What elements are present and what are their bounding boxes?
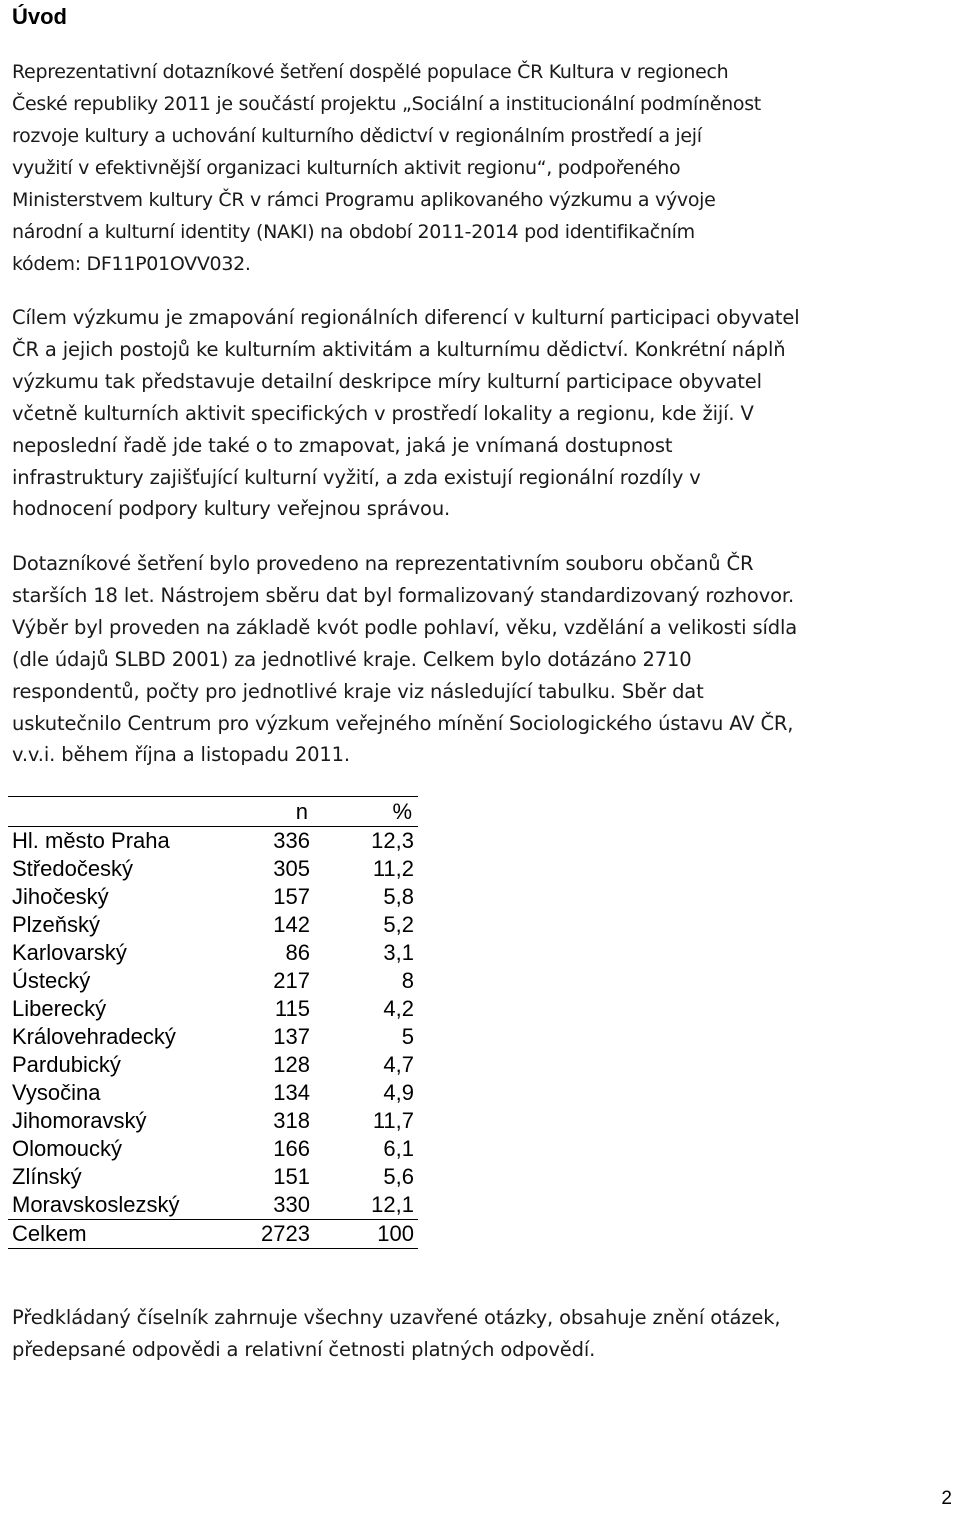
count-cell: 330 (273, 1192, 310, 1217)
percent-cell: 5,2 (383, 912, 414, 937)
region-name-cell: Jihočeský (12, 884, 109, 909)
region-name-cell: Karlovarský (12, 940, 127, 965)
percent-cell: 4,2 (383, 996, 414, 1021)
region-name-cell: Pardubický (12, 1052, 121, 1077)
percent-cell: 6,1 (383, 1136, 414, 1161)
header-n: n (236, 797, 314, 827)
percent-cell: 5,8 (383, 884, 414, 909)
table-row (8, 967, 418, 995)
respondents-by-region-table (8, 796, 418, 1249)
count-cell: 305 (273, 856, 310, 881)
table-row (8, 855, 418, 883)
percent-cell: 11,7 (372, 1108, 414, 1133)
total-percent: 100 (314, 1220, 418, 1249)
region-name-cell: Plzeňský (12, 912, 101, 937)
table-row (8, 1191, 418, 1220)
count-cell: 318 (273, 1108, 310, 1133)
table-row (8, 1079, 418, 1107)
count-cell: 115 (274, 996, 310, 1021)
goal-paragraph: Cílem výzkumu je zmapování regionálních diferencí v kulturní participaci obyvatel ČR a jejich postojů ke kulturním aktivitám a kulturnímu dědictví. Konkrétní náplň výzkumu tak představuje detailní deskripce míry kulturní participace obyvatel včetně kulturních aktivit specifických v prostředí lokality a regionu, kde žijí. V neposlední řadě jde také o to zmapovat, jaká je vnímaná dostupnost infrastruktury zajišťující kulturní vyžití, a zda existují regionální rozdíly v hodnocení podpory kultury veřejnou správou. (12, 306, 800, 521)
document-page (12, 0, 956, 1514)
intro-paragraph: Reprezentativní dotazníkové šetření dospělé populace ČR Kultura v regionech České republiky 2011 je součástí projektu „Sociální a institucionální podmíněnost rozvoje kultury a uchování kulturního dědictví v regionálním prostředí a její využití v efektivnější organizaci kulturních aktivit regionu“, podpořeného Ministerstvem kultury ČR v rámci Programu aplikovaného výzkumu a vývoje národní a kulturní identity (NAKI) na období 2011-2014 pod identifikačním kódem: DF11P01OVV032. (12, 61, 761, 275)
region-name-cell: Vysočina (12, 1080, 101, 1105)
table-header-row (8, 797, 418, 827)
percent-cell: 12,1 (371, 1192, 414, 1217)
method-paragraph: Dotazníkové šetření bylo provedeno na reprezentativním souboru občanů ČR starších 18 let. Nástrojem sběru dat byl formalizovaný standardizovaný rozhovor. Výběr byl proveden na základě kvót podle pohlaví, věku, vzdělání a velikosti sídla (dle údajů SLBD 2001) za jednotlivé kraje. Celkem bylo dotázáno 2710 respondentů, počty pro jednotlivé kraje viz následující tabulku. Sběr dat uskutečnilo Centrum pro výzkum veřejného mínění Sociologického ústavu AV ČR, v.v.i. během října a listopadu 2011. (12, 552, 798, 767)
region-name-cell: Královehradecký (12, 1024, 176, 1049)
count-cell: 166 (273, 1136, 310, 1161)
percent-cell: 5,6 (383, 1164, 414, 1189)
section-heading: Úvod (12, 4, 67, 29)
region-name-cell: Středočeský (12, 856, 134, 881)
table-row (8, 911, 418, 939)
region-name-cell: Zlínský (12, 1164, 82, 1189)
region-name-cell: Olomoucký (12, 1136, 123, 1161)
region-name-cell: Ústecký (12, 968, 91, 993)
region-name-cell: Liberecký (12, 996, 107, 1021)
header-percent: % (314, 797, 418, 827)
count-cell: 134 (273, 1080, 310, 1105)
table-row (8, 1163, 418, 1191)
percent-cell: 3,1 (383, 940, 414, 965)
count-cell: 336 (236, 827, 314, 856)
count-cell: 151 (273, 1164, 310, 1189)
percent-cell: 4,9 (383, 1080, 414, 1105)
table-row (8, 883, 418, 911)
count-cell: 142 (273, 912, 310, 937)
region-name-cell: Jihomoravský (12, 1108, 147, 1133)
page-number: 2 (941, 1488, 952, 1509)
table-row (8, 1135, 418, 1163)
table-row (8, 827, 418, 856)
table-row (8, 1051, 418, 1079)
total-n: 2723 (236, 1220, 314, 1249)
count-cell: 86 (285, 940, 310, 965)
header-region (8, 797, 236, 827)
percent-cell: 8 (401, 968, 414, 993)
region-name-cell: Hl. město Praha (8, 827, 236, 856)
table-row (8, 1023, 418, 1051)
percent-cell: 12,3 (314, 827, 418, 856)
region-name-cell: Moravskoslezský (12, 1192, 180, 1217)
table-body (8, 827, 418, 1220)
percent-cell: 11,2 (372, 856, 414, 881)
count-cell: 128 (273, 1052, 310, 1077)
codebook-paragraph: Předkládaný číselník zahrnuje všechny uzavřené otázky, obsahuje znění otázek, předepsané odpovědi a relativní četnosti platných odpovědí. (12, 1306, 781, 1361)
percent-cell: 4,7 (383, 1052, 414, 1077)
total-label: Celkem (8, 1220, 236, 1249)
table-row (8, 1107, 418, 1135)
table-row (8, 995, 418, 1023)
count-cell: 217 (273, 968, 310, 993)
count-cell: 137 (273, 1024, 310, 1049)
percent-cell: 5 (401, 1024, 414, 1049)
table-total-row (8, 1220, 418, 1249)
count-cell: 157 (273, 884, 310, 909)
table-row (8, 939, 418, 967)
